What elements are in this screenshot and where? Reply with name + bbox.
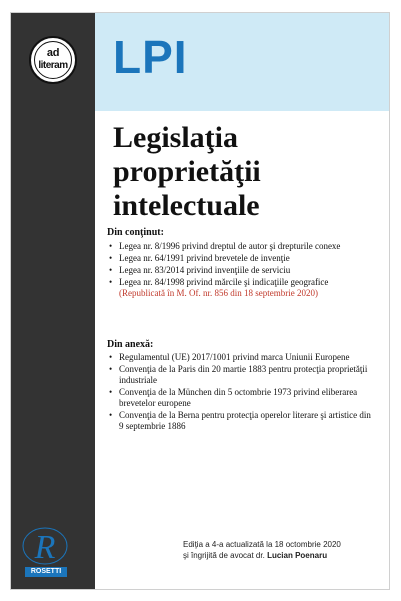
title-line-2: proprietăţii [113, 155, 261, 188]
list-item: • Legea nr. 8/1996 privind dreptul de autor şi drepturile conexe [107, 241, 375, 252]
edition-info [183, 539, 341, 561]
dark-spine-bar [11, 13, 95, 589]
logo-text-literam: literam [38, 60, 68, 71]
annex-heading: Din anexă: [107, 339, 154, 350]
list-item: • Legea nr. 83/2014 privind invenţiile de serviciu [107, 265, 375, 276]
book-title [113, 121, 261, 223]
edition-line-2 [183, 550, 341, 561]
series-title: LPI [113, 31, 188, 83]
list-item [107, 277, 375, 299]
logo-letter: R [34, 529, 56, 566]
title-line-3: intelectuale [113, 189, 260, 222]
edition-prefix: şi îngrijită de avocat dr. [183, 551, 265, 560]
list-item: • Regulamentul (UE) 2017/1001 privind marca Uniunii Europene [107, 352, 375, 363]
editor-name: Lucian Poenaru [267, 551, 328, 560]
annex-list [107, 352, 375, 433]
title-line-1: Legislaţia [113, 121, 238, 154]
list-item: • Legea nr. 64/1991 privind brevetele de invenţie [107, 253, 375, 264]
publisher-name: ROSETTI [25, 567, 67, 577]
list-item: • Convenţia de la Berna pentru protecţia operelor literare şi artistice din 9 septembrie 1886 [107, 410, 375, 432]
republished-note: (Republicată în M. Of. nr. 856 din 18 septembrie 2020) [119, 288, 318, 298]
contents-list [107, 241, 375, 300]
list-item: • Convenţia de la München din 5 octombrie 1973 privind eliberarea brevetelor europene [107, 387, 375, 409]
list-item: • Convenţia de la Paris din 20 martie 1883 pentru protecţia proprietăţii industriale [107, 364, 375, 386]
logo-text-ad: ad [46, 47, 60, 59]
edition-line-1: Ediţia a 4-a actualizată la 18 octombrie 2020 [183, 540, 341, 549]
ad-literam-logo-inner [34, 41, 72, 79]
list-item-text: Legea nr. 84/1998 privind mărcile şi indicaţiile geografice [119, 277, 329, 287]
contents-heading: Din conţinut: [107, 227, 164, 238]
ad-literam-logo [29, 36, 77, 84]
